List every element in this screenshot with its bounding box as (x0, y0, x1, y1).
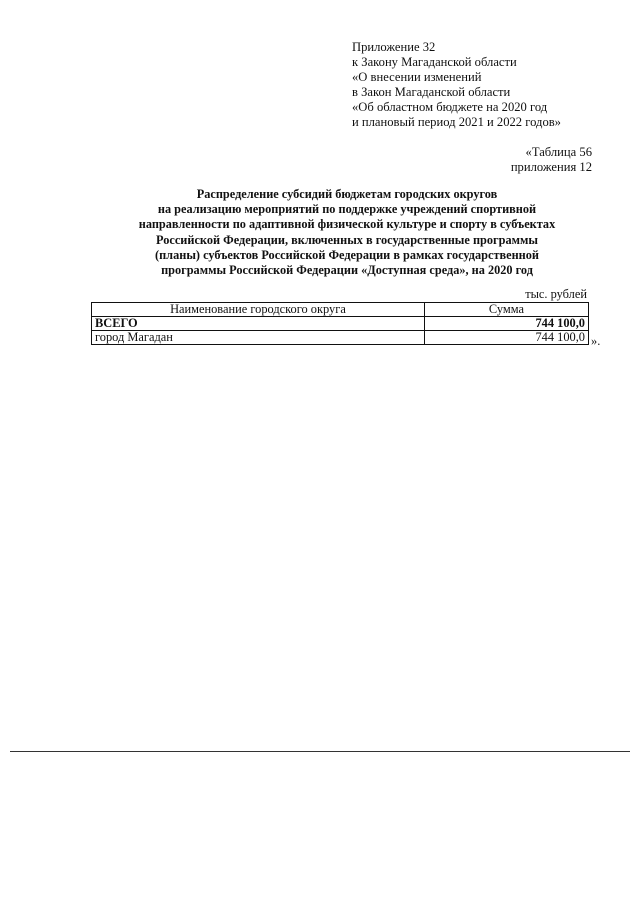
appendix-line: «О внесении изменений (352, 70, 482, 84)
table-ref-line: «Таблица 56 (525, 145, 592, 159)
table-header-row (92, 303, 589, 317)
cell-sum: 744 100,0 (424, 331, 588, 345)
document-title (90, 187, 604, 278)
title-line: направленности по адаптивной физической культуре и спорту в субъектах (138, 217, 556, 232)
appendix-line: и плановый период 2021 и 2022 годов» (352, 115, 561, 129)
cell-name: город Магадан (92, 331, 425, 345)
table-reference (511, 145, 592, 175)
appendix-line: Приложение 32 (352, 40, 436, 54)
header-name: Наименование городского округа (92, 303, 425, 317)
appendix-line: к Закону Магаданской области (352, 55, 517, 69)
cell-sum: 744 100,0 (424, 317, 588, 331)
table-row-total (92, 317, 589, 331)
footer-divider (10, 751, 630, 752)
subsidy-table (91, 302, 589, 345)
title-line: Российской Федерации, включенных в государственные программы (156, 232, 538, 247)
units-label: тыс. рублей (525, 287, 587, 301)
appendix-reference (352, 40, 612, 130)
title-line: программы Российской Федерации «Доступная среда», на 2020 год (161, 263, 533, 278)
table-ref-line: приложения 12 (510, 160, 592, 174)
header-sum: Сумма (424, 303, 588, 317)
table-row (92, 331, 589, 345)
title-line: (планы) субъектов Российской Федерации в рамках государственной (155, 247, 539, 262)
cell-name: ВСЕГО (92, 317, 425, 331)
title-line: Распределение субсидий бюджетам городских округов (196, 187, 498, 201)
appendix-line: в Закон Магаданской области (352, 85, 511, 99)
title-line: на реализацию мероприятий по поддержке учреждений спортивной (157, 202, 537, 217)
appendix-line: «Об областном бюджете на 2020 год (352, 100, 548, 114)
closing-quote-mark: ». (591, 334, 601, 348)
